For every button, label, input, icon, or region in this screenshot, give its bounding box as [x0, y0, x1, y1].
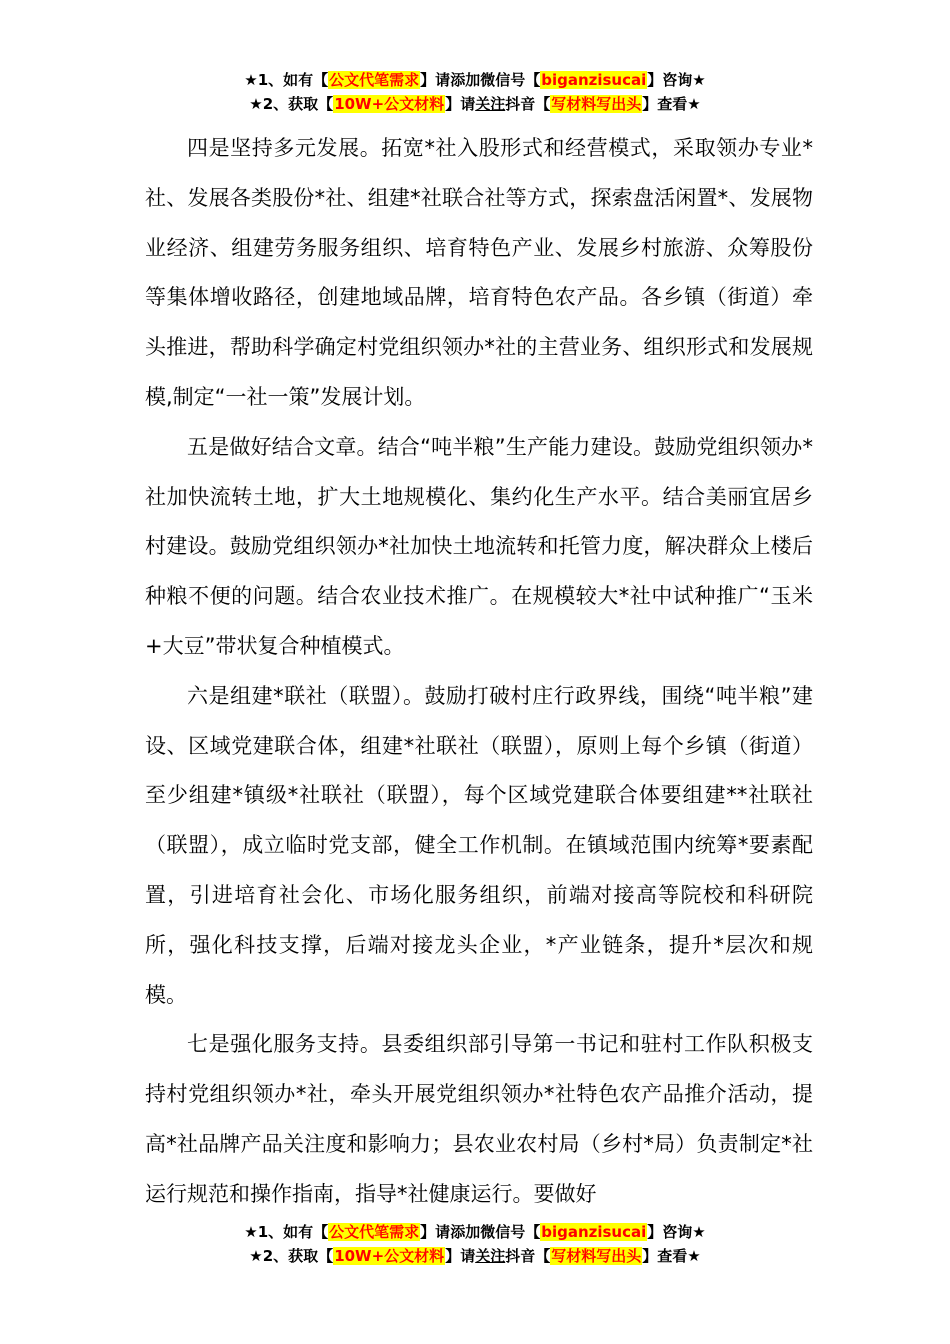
- banner-line-1: ★1、如有【公文代笔需求】请添加微信号【biganzisucai】咨询★: [244, 71, 706, 89]
- star-icon: ★: [249, 1247, 263, 1265]
- highlight-materials: 10W+公文材料: [334, 1247, 445, 1265]
- header-banner: [0, 68, 950, 116]
- highlight-wechat-id: biganzisucai: [541, 1223, 647, 1241]
- paragraph-4: 四是坚持多元发展。拓宽*社入股形式和经营模式，采取领办专业*社、发展各类股份*社、组建*社联合社等方式，探索盘活闲置*、发展物业经济、组建劳务服务组织、培育特色产业、发展乡村旅游、众筹股份等集体增收路径，创建地域品牌，培育特色农产品。各乡镇（街道）牵头推进，帮助科学确定村党组织领办*社的主营业务、组织形式和发展规模,制定“一社一策”发展计划。: [145, 136, 813, 409]
- paragraph-6: 六是组建*联社（联盟）。鼓励打破村庄行政界线，围绕“吨半粮”建设、区域党建联合体，组建*社联社（联盟），原则上每个乡镇（街道）至少组建*镇级*社联社（联盟），每个区域党建联合体要组建**社联社（联盟），成立临时党支部，健全工作机制。在镇域范围内统筹*要素配置，引进培育社会化、市场化服务组织，前端对接高等院校和科研院所，强化科技支撑，后端对接龙头企业，*产业链条，提升*层次和规模。: [145, 683, 813, 1007]
- footer-banner: [0, 1220, 950, 1268]
- document-body: [145, 124, 813, 1220]
- star-icon: ★: [249, 95, 263, 113]
- banner-line-1: ★1、如有【公文代笔需求】请添加微信号【biganzisucai】咨询★: [244, 1223, 706, 1241]
- banner-line-2: ★2、获取【10W+公文材料】请关注抖音【写材料写出头】查看★: [249, 1247, 701, 1265]
- paragraph-5: 五是做好结合文章。结合“吨半粮”生产能力建设。鼓励党组织领办*社加快流转土地，扩大土地规模化、集约化生产水平。结合美丽宜居乡村建设。鼓励党组织领办*社加快土地流转和托管力度，解决群众上楼后种粮不便的问题。结合农业技术推广。在规模较大*社中试种推广“玉米+大豆”带状复合种植模式。: [145, 434, 813, 658]
- highlight-wechat-id: biganzisucai: [541, 71, 647, 89]
- paragraph-7: 七是强化服务支持。县委组织部引导第一书记和驻村工作队积极支持村党组织领办*社，牵头开展党组织领办*社特色农产品推介活动，提高*社品牌产品关注度和影响力；县农业农村局（乡村*局）负责制定*社运行规范和操作指南，指导*社健康运行。要做好: [145, 1032, 813, 1206]
- banner-line-2: ★2、获取【10W+公文材料】请关注抖音【写材料写出头】查看★: [249, 95, 701, 113]
- highlight-douyin-account: 写材料写出头: [551, 1247, 642, 1265]
- highlight-ghostwriting: 公文代笔需求: [329, 71, 420, 89]
- highlight-materials: 10W+公文材料: [334, 95, 445, 113]
- highlight-douyin-account: 写材料写出头: [551, 95, 642, 113]
- highlight-ghostwriting: 公文代笔需求: [329, 1223, 420, 1241]
- star-icon: ★: [244, 71, 258, 89]
- star-icon: ★: [244, 1223, 258, 1241]
